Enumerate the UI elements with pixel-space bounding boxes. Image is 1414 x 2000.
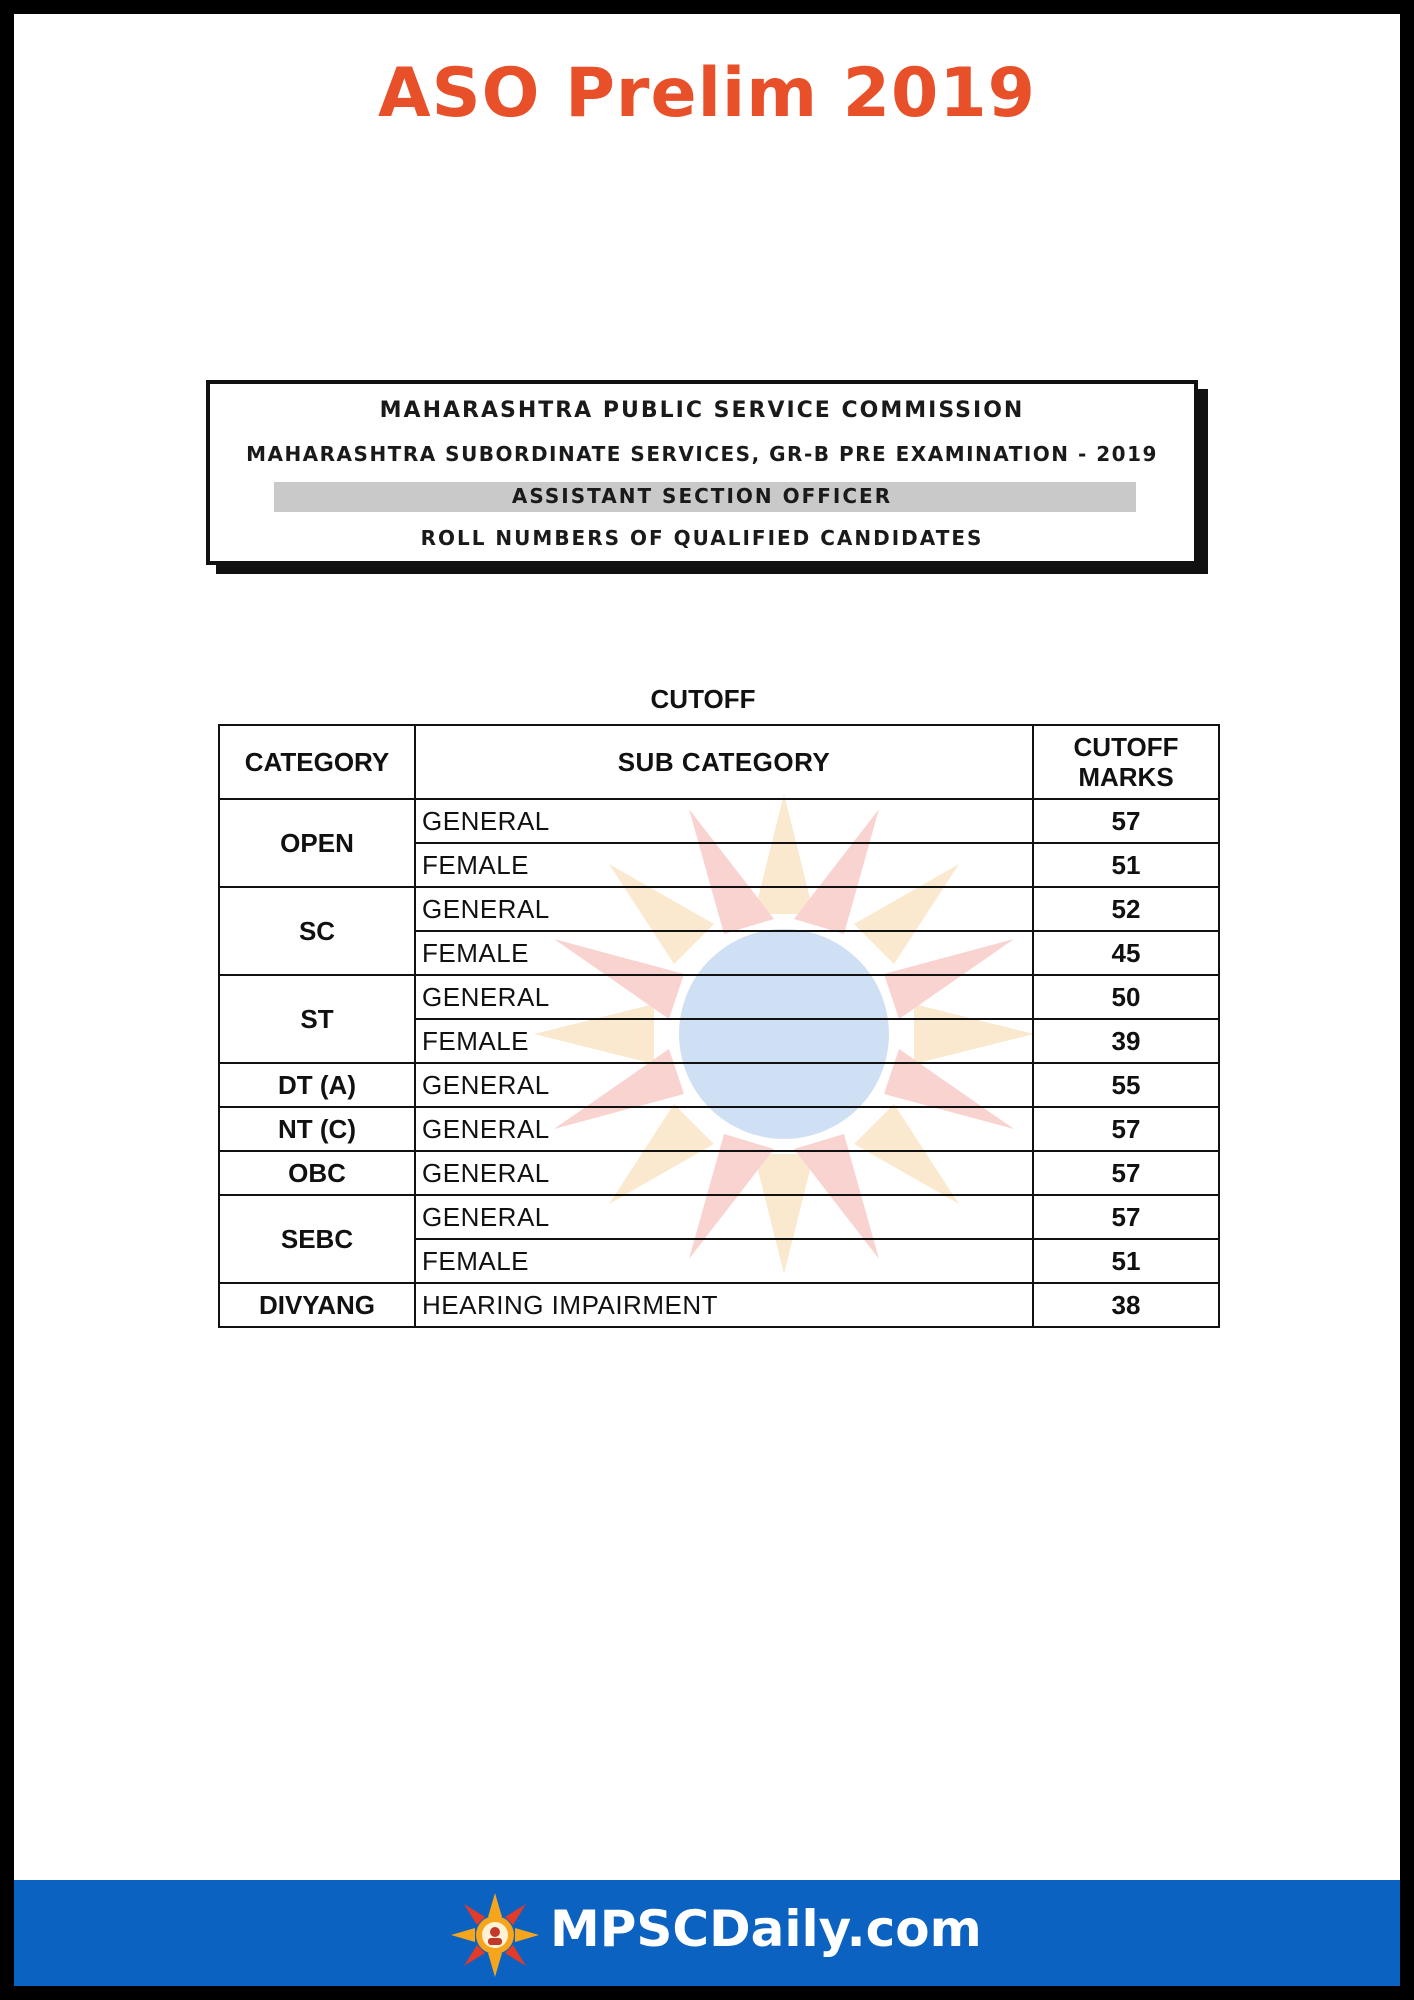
sub-category-cell: GENERAL xyxy=(415,887,1033,931)
category-cell: NT (C) xyxy=(219,1107,415,1151)
cutoff-marks-cell: 45 xyxy=(1033,931,1219,975)
sub-category-cell: GENERAL xyxy=(415,975,1033,1019)
category-cell: DIVYANG xyxy=(219,1283,415,1327)
cutoff-marks-cell: 57 xyxy=(1033,799,1219,843)
cutoff-marks-cell: 50 xyxy=(1033,975,1219,1019)
cutoff-marks-cell: 52 xyxy=(1033,887,1219,931)
notice-line-exam: MAHARASHTRA SUBORDINATE SERVICES, GR-B PRE EXAMINATION - 2019 xyxy=(246,442,1158,466)
sub-category-cell: GENERAL xyxy=(415,1151,1033,1195)
sub-category-cell: FEMALE xyxy=(415,843,1033,887)
category-cell: ST xyxy=(219,975,415,1063)
sub-category-cell: FEMALE xyxy=(415,931,1033,975)
page xyxy=(14,14,1400,1986)
cutoff-marks-cell: 55 xyxy=(1033,1063,1219,1107)
header-cutoff-marks xyxy=(1033,725,1219,799)
cutoff-marks-cell: 39 xyxy=(1033,1019,1219,1063)
mpsc-sun-logo-icon xyxy=(450,1892,540,1978)
footer-site-name[interactable]: MPSCDaily.com xyxy=(550,1900,982,1958)
category-cell: SEBC xyxy=(219,1195,415,1283)
cutoff-table xyxy=(218,724,1220,1328)
sub-category-cell: FEMALE xyxy=(415,1019,1033,1063)
cutoff-marks-cell: 51 xyxy=(1033,843,1219,887)
notice-line-post: ASSISTANT SECTION OFFICER xyxy=(511,484,893,508)
sub-category-cell: GENERAL xyxy=(415,1195,1033,1239)
cutoff-marks-cell: 51 xyxy=(1033,1239,1219,1283)
category-cell: OBC xyxy=(219,1151,415,1195)
notice-line-roll: ROLL NUMBERS OF QUALIFIED CANDIDATES xyxy=(420,526,984,550)
table-row xyxy=(219,1195,1219,1239)
table-body xyxy=(219,799,1219,1327)
header-sub-category: SUB CATEGORY xyxy=(415,725,1033,799)
sub-category-cell: GENERAL xyxy=(415,799,1033,843)
sub-category-cell: HEARING IMPAIRMENT xyxy=(415,1283,1033,1327)
category-cell: SC xyxy=(219,887,415,975)
table-row xyxy=(219,975,1219,1019)
table-row xyxy=(219,887,1219,931)
category-cell: DT (A) xyxy=(219,1063,415,1107)
cutoff-marks-cell: 57 xyxy=(1033,1107,1219,1151)
table-header-row xyxy=(219,725,1219,799)
cutoff-marks-cell: 57 xyxy=(1033,1195,1219,1239)
table-row xyxy=(219,1151,1219,1195)
page-title: ASO Prelim 2019 xyxy=(378,54,1036,133)
cutoff-marks-cell: 57 xyxy=(1033,1151,1219,1195)
table-row xyxy=(219,1283,1219,1327)
table-caption xyxy=(14,684,1396,715)
header-cutoff-marks-line2: MARKS xyxy=(1078,762,1174,792)
header-category: CATEGORY xyxy=(219,725,415,799)
sub-category-cell: FEMALE xyxy=(415,1239,1033,1283)
category-cell: OPEN xyxy=(219,799,415,887)
table-row xyxy=(219,1107,1219,1151)
notice-line-commission: MAHARASHTRA PUBLIC SERVICE COMMISSION xyxy=(379,398,1025,423)
notice-header-box xyxy=(206,380,1198,565)
table-caption-text: CUTOFF xyxy=(650,684,756,714)
table-row xyxy=(219,1063,1219,1107)
sub-category-cell: GENERAL xyxy=(415,1107,1033,1151)
sub-category-cell: GENERAL xyxy=(415,1063,1033,1107)
header-cutoff-marks-line1: CUTOFF xyxy=(1073,732,1179,762)
table-row xyxy=(219,799,1219,843)
footer-bar xyxy=(14,1880,1400,1986)
cutoff-marks-cell: 38 xyxy=(1033,1283,1219,1327)
